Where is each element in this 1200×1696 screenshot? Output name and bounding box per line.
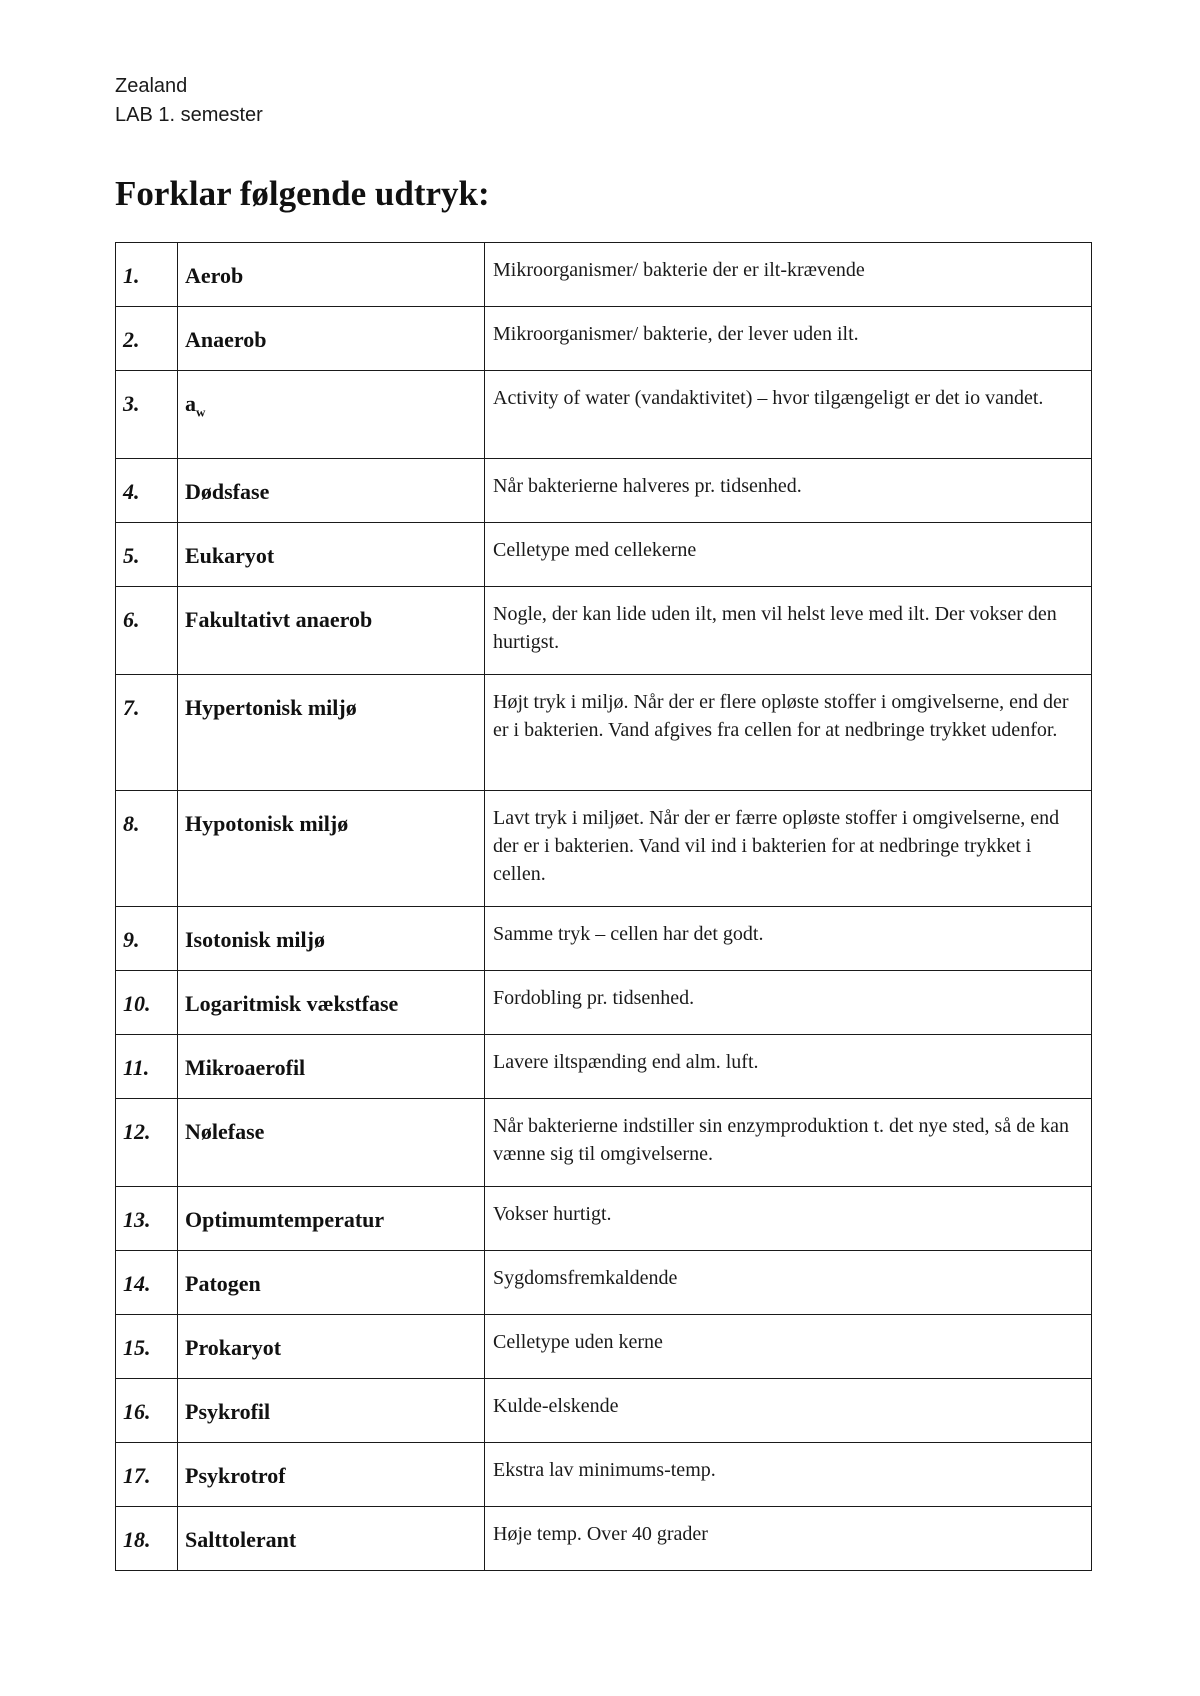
definition-cell: Nogle, der kan lide uden ilt, men vil helst leve med ilt. Der vokser den hurtigst. [485,587,1092,675]
definition-cell: Mikroorganismer/ bakterie, der lever uden ilt. [485,307,1092,371]
row-number: 3. [116,371,178,459]
row-number: 17. [116,1443,178,1507]
terms-table [115,242,1092,1571]
term-cell: Mikroaerofil [178,1035,485,1099]
definition-cell: Højt tryk i miljø. Når der er flere opløste stoffer i omgivelserne, end der er i bakterien. Vand afgives fra cellen for at nedbringe trykket udenfor. [485,675,1092,791]
header-course: LAB 1. semester [115,104,263,126]
term-cell: Aerob [178,243,485,307]
table-row [116,1507,1092,1571]
definition-cell: Ekstra lav minimums-temp. [485,1443,1092,1507]
table-row [116,523,1092,587]
definition-cell: Når bakterierne indstiller sin enzymproduktion t. det nye sted, så de kan vænne sig til omgivelserne. [485,1099,1092,1187]
row-number: 16. [116,1379,178,1443]
table-row [116,675,1092,791]
header-institution: Zealand [115,75,188,97]
row-number: 18. [116,1507,178,1571]
table-row [116,1443,1092,1507]
table-row [116,1379,1092,1443]
definition-cell: Celletype med cellekerne [485,523,1092,587]
definition-cell: Når bakterierne halveres pr. tidsenhed. [485,459,1092,523]
table-row [116,371,1092,459]
table-row [116,1315,1092,1379]
row-number: 15. [116,1315,178,1379]
row-number: 1. [116,243,178,307]
term-cell: Prokaryot [178,1315,485,1379]
definition-cell: Celletype uden kerne [485,1315,1092,1379]
definition-cell: Fordobling pr. tidsenhed. [485,971,1092,1035]
term-cell: Psykrofil [178,1379,485,1443]
table-row [116,971,1092,1035]
definition-cell: Samme tryk – cellen har det godt. [485,907,1092,971]
table-row [116,243,1092,307]
page-title: Forklar følgende udtryk: [115,174,490,213]
row-number: 12. [116,1099,178,1187]
term-cell [178,371,485,459]
definition-cell: Lavere iltspænding end alm. luft. [485,1035,1092,1099]
term-subscript: w [196,404,206,420]
definition-cell: Mikroorganismer/ bakterie der er ilt-krævende [485,243,1092,307]
table-row [116,1099,1092,1187]
row-number: 8. [116,791,178,907]
table-row [116,1251,1092,1315]
row-number: 14. [116,1251,178,1315]
definition-cell: Lavt tryk i miljøet. Når der er færre opløste stoffer i omgivelserne, end der er i bakterien. Vand vil ind i bakterien for at nedbringe trykket i cellen. [485,791,1092,907]
term-cell: Isotonisk miljø [178,907,485,971]
row-number: 9. [116,907,178,971]
table-row [116,907,1092,971]
table-row [116,1035,1092,1099]
row-number: 2. [116,307,178,371]
row-number: 7. [116,675,178,791]
row-number: 4. [116,459,178,523]
term-cell: Patogen [178,1251,485,1315]
term-cell: Optimumtemperatur [178,1187,485,1251]
term-cell: Hypotonisk miljø [178,791,485,907]
term-cell: Nølefase [178,1099,485,1187]
row-number: 10. [116,971,178,1035]
table-row [116,587,1092,675]
definition-cell: Sygdomsfremkaldende [485,1251,1092,1315]
table-row [116,791,1092,907]
row-number: 5. [116,523,178,587]
term-cell: Eukaryot [178,523,485,587]
term-cell: Logaritmisk vækstfase [178,971,485,1035]
definition-cell: Høje temp. Over 40 grader [485,1507,1092,1571]
term-cell: Fakultativt anaerob [178,587,485,675]
table-row [116,459,1092,523]
definition-cell: Vokser hurtigt. [485,1187,1092,1251]
term-cell: Psykrotrof [178,1443,485,1507]
row-number: 11. [116,1035,178,1099]
document-header [115,72,263,130]
term-cell: Dødsfase [178,459,485,523]
term-text: a [185,391,196,416]
row-number: 6. [116,587,178,675]
row-number: 13. [116,1187,178,1251]
term-cell: Anaerob [178,307,485,371]
definition-cell: Kulde-elskende [485,1379,1092,1443]
term-cell: Hypertonisk miljø [178,675,485,791]
term-cell: Salttolerant [178,1507,485,1571]
definition-cell: Activity of water (vandaktivitet) – hvor tilgængeligt er det io vandet. [485,371,1092,459]
table-row [116,307,1092,371]
table-row [116,1187,1092,1251]
